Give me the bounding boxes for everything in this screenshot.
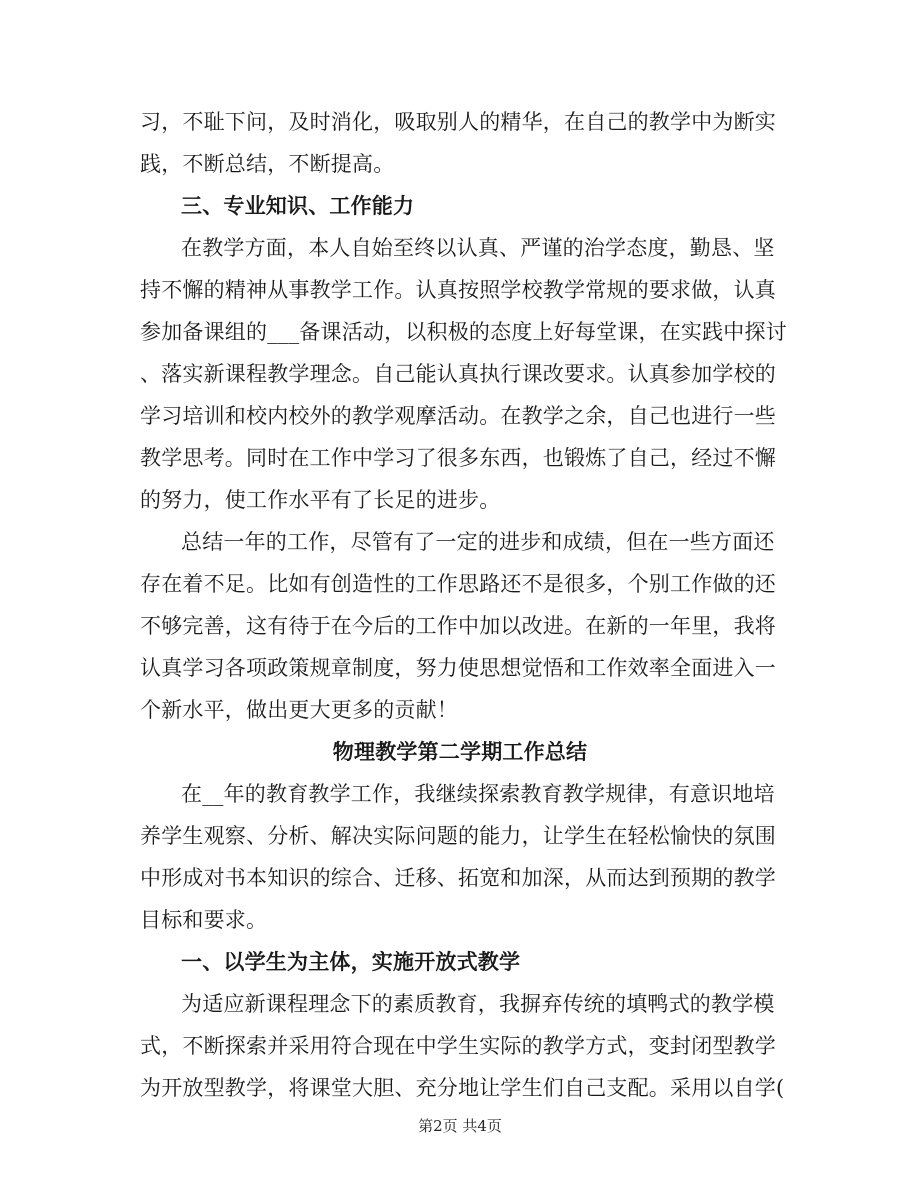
body-text-line: 目标和要求。 bbox=[140, 908, 268, 932]
body-text-line: 学习培训和校内校外的教学观摩活动。在教学之余，自己也进行一些 bbox=[140, 404, 776, 428]
body-text-line: 践，不断总结，不断提高。 bbox=[140, 152, 395, 176]
body-text-line: 为适应新课程理念下的素质教育，我摒弃传统的填鸭式的教学模 bbox=[181, 992, 775, 1016]
body-text-line: 的努力，使工作水平有了长足的进步。 bbox=[140, 488, 501, 512]
section-heading: 一、以学生为主体，实施开放式教学 bbox=[181, 949, 521, 974]
body-text-line: 个新水平，做出更大更多的贡献！ bbox=[140, 698, 458, 722]
body-text-line: 认真学习各项政策规章制度，努力使思想觉悟和工作效率全面进入一 bbox=[140, 656, 776, 680]
body-text-line: 中形成对书本知识的综合、迁移、拓宽和加深，从而达到预期的教学 bbox=[140, 866, 776, 890]
body-text-line: 习，不耻下问，及时消化，吸取别人的精华，在自己的教学中为断实 bbox=[140, 110, 776, 134]
body-text-line: 不够完善，这有待于在今后的工作中加以改进。在新的一年里，我将 bbox=[140, 614, 776, 638]
section-heading: 三、专业知识、工作能力 bbox=[181, 193, 415, 218]
body-text-line: 总结一年的工作，尽管有了一定的进步和成绩，但在一些方面还 bbox=[181, 530, 775, 554]
body-text-line: 在教学方面，本人自始至终以认真、严谨的治学态度，勤恳、坚 bbox=[181, 236, 775, 260]
body-text-line: 参加备课组的___备课活动，以积极的态度上好每堂课，在实践中探讨 bbox=[140, 320, 787, 344]
body-text-line: 式，不断探索并采用符合现在中学生实际的教学方式，变封闭型教学 bbox=[140, 1034, 776, 1058]
body-text-line: 养学生观察、分析、解决实际问题的能力，让学生在轻松愉快的氛围 bbox=[140, 824, 776, 848]
body-text-line: 为开放型教学，将课堂大胆、充分地让学生们自己支配。采用以自学( bbox=[140, 1076, 785, 1100]
body-text-line: 存在着不足。比如有创造性的工作思路还不是很多，个别工作做的还 bbox=[140, 572, 776, 596]
document-title: 物理教学第二学期工作总结 bbox=[332, 739, 588, 764]
body-text-line: 持不懈的精神从事教学工作。认真按照学校教学常规的要求做，认真 bbox=[140, 278, 776, 302]
page-number-footer: 第2页 共4页 bbox=[418, 1117, 502, 1135]
body-text-line: 、落实新课程教学理念。自己能认真执行课改要求。认真参加学校的 bbox=[140, 362, 776, 386]
body-text-line: 在__年的教育教学工作，我继续探索教育教学规律，有意识地培 bbox=[181, 782, 775, 806]
body-text-line: 教学思考。同时在工作中学习了很多东西，也锻炼了自己，经过不懈 bbox=[140, 446, 776, 470]
